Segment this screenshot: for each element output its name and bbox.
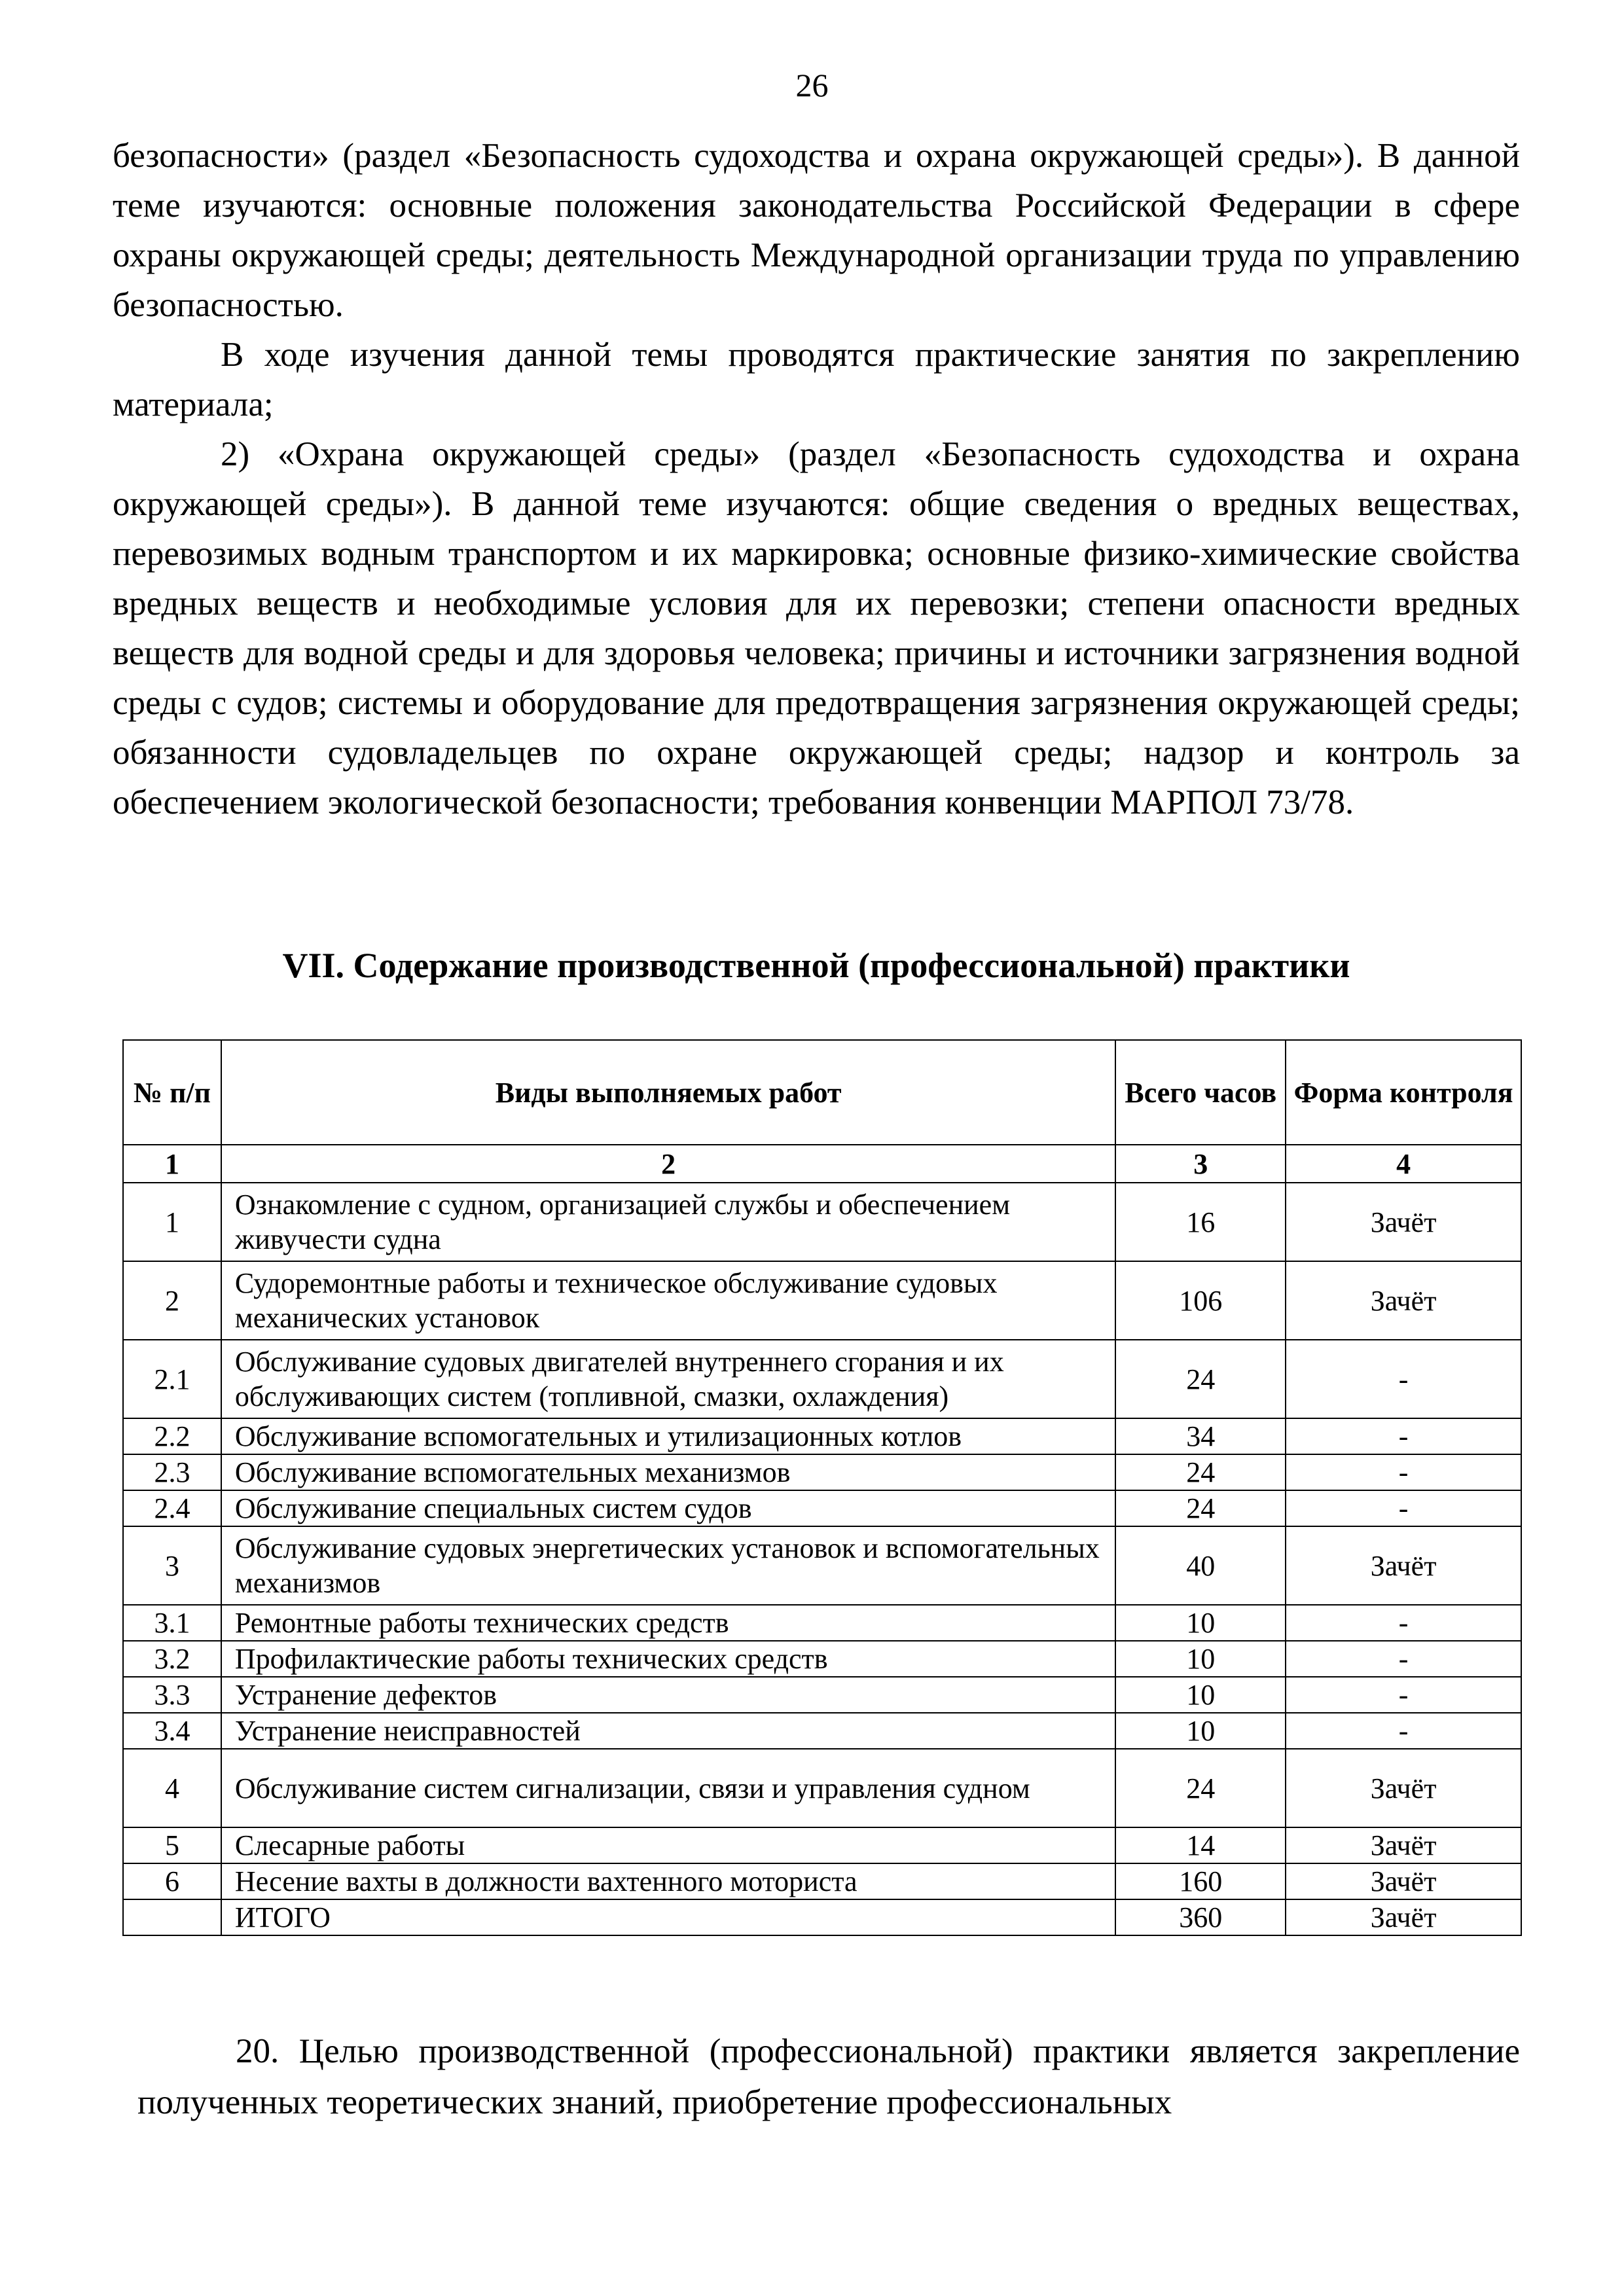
header-num: № п/п	[123, 1040, 221, 1145]
row-work: Обслуживание систем сигнализации, связи и управления судном	[221, 1749, 1116, 1827]
row-hours: 24	[1115, 1490, 1286, 1526]
row-work: Судоремонтные работы и техническое обслуживание судовых механических установок	[221, 1261, 1116, 1340]
section-title: VII. Содержание производственной (профессиональной) практики	[282, 946, 1350, 985]
row-form: -	[1286, 1418, 1521, 1454]
column-number-row	[123, 1145, 1521, 1183]
row-work: Несение вахты в должности вахтенного моториста	[221, 1863, 1116, 1899]
table-row	[123, 1605, 1521, 1641]
row-work: Устранение неисправностей	[221, 1713, 1116, 1749]
row-work: Ремонтные работы технических средств	[221, 1605, 1116, 1641]
row-num: 3.2	[123, 1641, 221, 1677]
row-num: 3.3	[123, 1677, 221, 1713]
row-form: -	[1286, 1490, 1521, 1526]
row-work: Обслуживание вспомогательных и утилизационных котлов	[221, 1418, 1116, 1454]
row-num: 3.1	[123, 1605, 221, 1641]
row-num: 1	[123, 1183, 221, 1261]
row-hours: 34	[1115, 1418, 1286, 1454]
row-num: 3.4	[123, 1713, 221, 1749]
row-hours: 24	[1115, 1454, 1286, 1490]
header-hours: Всего часов	[1115, 1040, 1286, 1145]
table-row	[123, 1340, 1521, 1418]
paragraph: 2) «Охрана окружающей среды» (раздел «Безопасность судоходства и охрана окружающей среды»). В данной теме изучаются: общие сведения о вредных веществах, перевозимых водным транспортом и их маркировка; основные физико-химические свойства вредных веществ и необходимые условия для их перевозки; степени опасности вредных веществ для водной среды и для здоровья человека; причины и источники загрязнения водной среды с судов; системы и оборудование для предотвращения загрязнения окружающей среды; обязанности судовладельцев по охране окружающей среды; надзор и контроль за обеспечением экологической безопасности; требования конвенции МАРПОЛ 73/78.	[113, 435, 1520, 821]
row-num: 2.1	[123, 1340, 221, 1418]
table-row	[123, 1526, 1521, 1605]
row-hours: 160	[1115, 1863, 1286, 1899]
row-num: 2.2	[123, 1418, 221, 1454]
column-number: 1	[123, 1145, 221, 1183]
row-work: Обслуживание судовых двигателей внутреннего сгорания и их обслуживающих систем (топливной, смазки, охлаждения)	[221, 1340, 1116, 1418]
row-hours: 40	[1115, 1526, 1286, 1605]
row-hours: 106	[1115, 1261, 1286, 1340]
row-form: -	[1286, 1641, 1521, 1677]
column-number: 4	[1286, 1145, 1521, 1183]
practice-table	[122, 1039, 1522, 1936]
total-row	[123, 1899, 1521, 1935]
row-form: -	[1286, 1340, 1521, 1418]
row-form: -	[1286, 1713, 1521, 1749]
row-form: Зачёт	[1286, 1183, 1521, 1261]
row-num: 3	[123, 1526, 221, 1605]
row-form: Зачёт	[1286, 1827, 1521, 1863]
table-header-row	[123, 1040, 1521, 1145]
row-form: Зачёт	[1286, 1526, 1521, 1605]
table-row	[123, 1418, 1521, 1454]
row-hours: 14	[1115, 1827, 1286, 1863]
column-number: 3	[1115, 1145, 1286, 1183]
row-hours: 10	[1115, 1641, 1286, 1677]
row-num: 2.4	[123, 1490, 221, 1526]
row-work: Слесарные работы	[221, 1827, 1116, 1863]
table-row	[123, 1827, 1521, 1863]
row-num: 2	[123, 1261, 221, 1340]
row-work: Ознакомление с судном, организацией службы и обеспечением живучести судна	[221, 1183, 1116, 1261]
row-work: Обслуживание специальных систем судов	[221, 1490, 1116, 1526]
row-form: -	[1286, 1605, 1521, 1641]
row-hours: 10	[1115, 1677, 1286, 1713]
table-row	[123, 1749, 1521, 1827]
paragraph: В ходе изучения данной темы проводятся практические занятия по закреплению материала;	[113, 336, 1520, 423]
row-num: 2.3	[123, 1454, 221, 1490]
header-work: Виды выполняемых работ	[221, 1040, 1116, 1145]
row-form: Зачёт	[1286, 1749, 1521, 1827]
table-row	[123, 1863, 1521, 1899]
paragraph: 20. Целью производственной (профессиональной) практики является закрепление полученных теоретических знаний, приобретение профессиональных	[137, 2032, 1520, 2121]
row-num: 6	[123, 1863, 221, 1899]
row-form: Зачёт	[1286, 1863, 1521, 1899]
row-hours: 16	[1115, 1183, 1286, 1261]
row-num	[123, 1899, 221, 1935]
table-row	[123, 1677, 1521, 1713]
row-hours: 360	[1115, 1899, 1286, 1935]
header-form: Форма контроля	[1286, 1040, 1521, 1145]
paragraph: безопасности» (раздел «Безопасность судоходства и охрана окружающей среды»). В данной теме изучаются: основные положения законодательства Российской Федерации в сфере охраны окружающей среды; деятельность Международной организации труда по управлению безопасностью.	[113, 137, 1520, 324]
table-row	[123, 1261, 1521, 1340]
page-number: 26	[795, 67, 829, 103]
row-hours: 10	[1115, 1713, 1286, 1749]
row-hours: 24	[1115, 1340, 1286, 1418]
row-hours: 10	[1115, 1605, 1286, 1641]
table-row	[123, 1183, 1521, 1261]
table-row	[123, 1713, 1521, 1749]
row-work: Профилактические работы технических средств	[221, 1641, 1116, 1677]
row-work: Устранение дефектов	[221, 1677, 1116, 1713]
row-hours: 24	[1115, 1749, 1286, 1827]
row-form: -	[1286, 1454, 1521, 1490]
column-number: 2	[221, 1145, 1116, 1183]
row-form: Зачёт	[1286, 1899, 1521, 1935]
table-row	[123, 1490, 1521, 1526]
row-work: ИТОГО	[221, 1899, 1116, 1935]
row-work: Обслуживание вспомогательных механизмов	[221, 1454, 1116, 1490]
closing-text	[137, 2026, 1520, 2128]
row-work: Обслуживание судовых энергетических установок и вспомогательных механизмов	[221, 1526, 1116, 1605]
row-form: Зачёт	[1286, 1261, 1521, 1340]
table-row	[123, 1454, 1521, 1490]
intro-text	[113, 131, 1520, 827]
table-row	[123, 1641, 1521, 1677]
row-num: 4	[123, 1749, 221, 1827]
row-num: 5	[123, 1827, 221, 1863]
row-form: -	[1286, 1677, 1521, 1713]
